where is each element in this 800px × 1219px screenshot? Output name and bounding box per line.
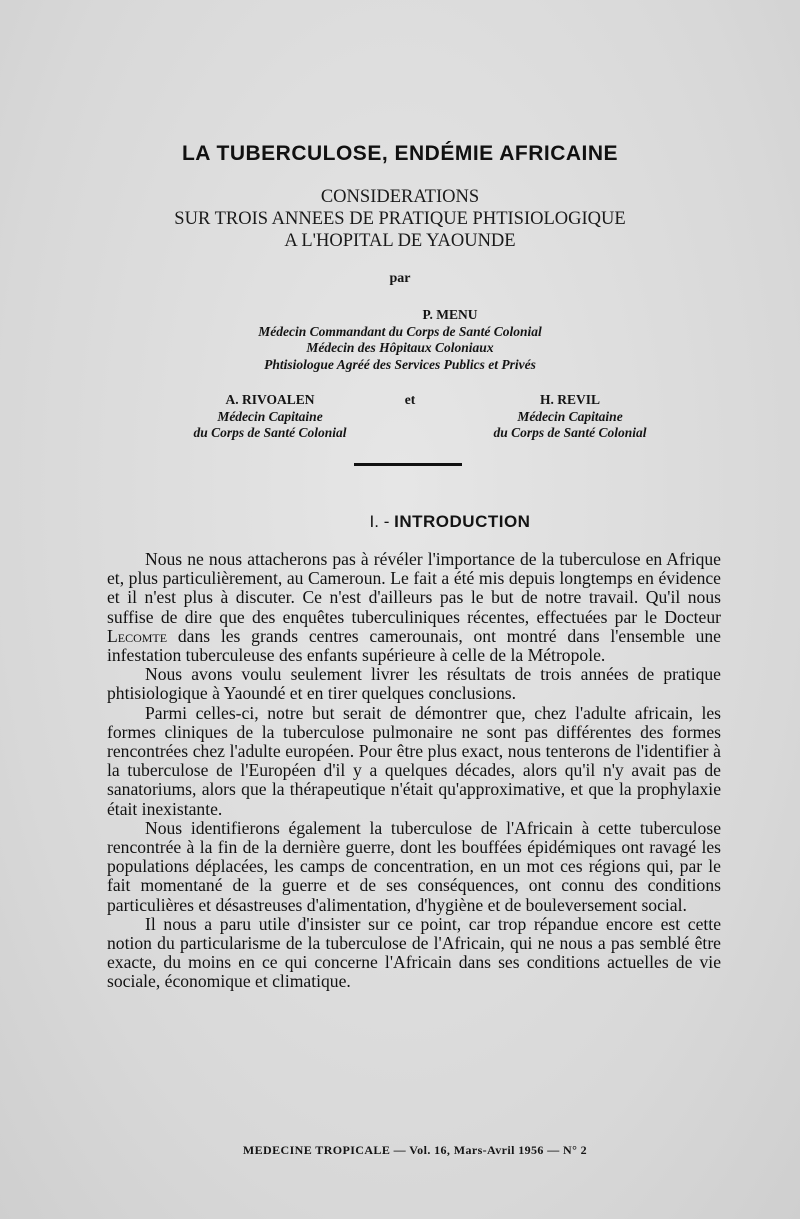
section-heading — [0, 512, 800, 532]
paragraph-text: Nous ne nous attacherons pas à révéler l'importance de la tuberculose en Afrique et, plus particulièrement, au Cameroun. Le fait a été mis depuis longtemps en évidence et il n'est plus à discuter. Ce n'est d'ailleurs pas le but de notre travail. Qu'il nous suffise de dire que des enquêtes tuberculiniques récentes, effectuées par le Docteur — [107, 549, 721, 627]
main-author-block — [0, 307, 800, 373]
paragraph: Parmi celles-ci, notre but serait de démontrer que, chez l'adulte africain, les formes cliniques de la tuberculose pulmonaire ne sont pas différentes des formes rencontrées chez l'adulte européen. Pour être plus exact, nous tenterons de l'identifier à la tuberculose de l'Européen d'il y a quelques décades, alors qu'il n'y avait pas de sanatoriums, alors que la thérapeutique n'était qu'approximative, et que la prophylaxie était inexistante. — [107, 702, 721, 819]
co-author-role: Médecin Capitaine — [217, 408, 323, 424]
main-author-role: Médecin des Hôpitaux Coloniaux — [306, 340, 494, 355]
paragraph — [107, 550, 721, 665]
co-author-role: du Corps de Santé Colonial — [493, 425, 647, 440]
main-author-role: Médecin Commandant du Corps de Santé Colonial — [258, 323, 542, 339]
conjunction: et — [404, 392, 416, 407]
co-author-right — [450, 392, 690, 442]
co-author-name: A. RIVOALEN — [225, 392, 315, 407]
co-author-name: H. REVIL — [539, 392, 600, 407]
co-author-role: du Corps de Santé Colonial — [193, 425, 347, 440]
article-title: LA TUBERCULOSE, ENDÉMIE AFRICAINE — [181, 142, 619, 165]
section-title: INTRODUCTION — [394, 512, 531, 531]
article-subtitle — [0, 186, 800, 252]
co-author-left — [160, 392, 380, 442]
main-author-name: P. MENU — [422, 307, 478, 322]
subtitle-line: SUR TROIS ANNEES DE PRATIQUE PHTISIOLOGIQUE — [174, 209, 626, 229]
paragraph: Nous identifierons également la tuberculose de l'Africain à cette tuberculose rencontrée à la fin de la dernière guerre, dont les bouffées épidémiques ont ravagé les populations déplacées, les camps de concentration, en un mot ces régions qui, par le fait momentané de la guerre et de ses conséquences, ont connu des conditions particulières et désastreuses d'alimentation, d'hygiène et de bouleversement social. — [107, 817, 721, 915]
paragraph: Il nous a paru utile d'insister sur ce point, car trop répandue encore est cette notion du particularisme de la tuberculose de l'Africain, qui ne nous a pas semblé être exacte, du moins en ce qui concerne l'Africain dans ses conditions actuelles de vie sociale, économique et climatique. — [107, 913, 721, 992]
section-number: I. - — [369, 512, 390, 531]
divider-rule — [354, 463, 462, 466]
footer-text: MEDECINE TROPICALE — Vol. 16, Mars-Avril 1956 — N° 2 — [242, 1143, 588, 1157]
cited-author-name: Lecomte — [107, 625, 168, 646]
subtitle-line: A L'HOPITAL DE YAOUNDE — [284, 231, 516, 251]
by-label: par — [389, 271, 411, 286]
article-body — [107, 550, 721, 992]
paragraph-text: dans les grands centres camerounais, ont montré dans l'ensemble une infestation tuberculeuse des enfants supérieure à celle de la Métropole. — [107, 625, 721, 666]
journal-footer — [0, 1143, 800, 1158]
paragraph: Nous avons voulu seulement livrer les résultats de trois années de pratique phtisiologique à Yaoundé et en tirer quelques conclusions. — [107, 664, 721, 704]
subtitle-line: CONSIDERATIONS — [320, 187, 480, 207]
co-author-role: Médecin Capitaine — [517, 408, 623, 424]
main-author-role: Phtisiologue Agréé des Services Publics et Privés — [264, 356, 536, 372]
